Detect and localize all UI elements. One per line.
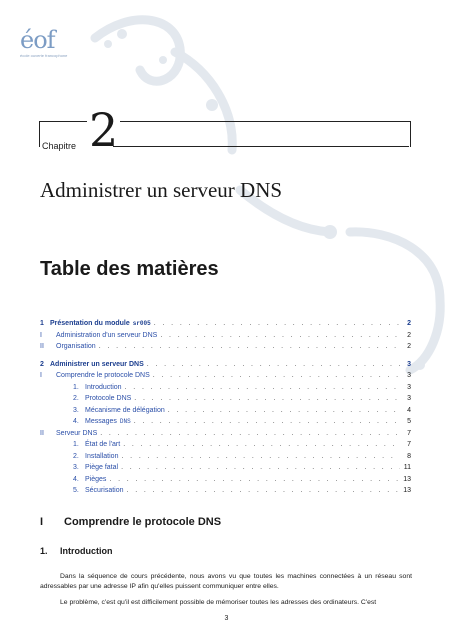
toc-entry-number: II [40,343,44,350]
toc-entry-label: Sécurisation [85,487,124,494]
toc-entry-page: 7 [407,441,411,448]
toc-entry-label: Installation [85,452,119,460]
toc-entry-label: Administration d'un serveur DNS [56,331,158,339]
toc-entry-label: Comprendre le protocole DNS [56,372,150,379]
toc-entry-label: Organisation [56,343,96,350]
toc-entry-number: 2. [73,452,79,460]
logo-subtitle: école ouverte francophone [20,53,68,58]
toc-entry-number: I [40,372,42,379]
subsection-number: 1. [40,546,48,556]
paragraph: Dans la séquence de cours précédente, nous avons vu que toutes les machines connectées à un réseau sont adressables par une adresse IP afin qu'elles puissent communiquer entre elles. [40,573,412,590]
toc-leader-dots [123,441,400,448]
chapter-title: Administrer un serveur DNS [40,178,283,202]
toc-entry[interactable] [40,372,411,384]
subsection-title: Introduction [60,546,113,556]
toc-leader-dots [154,320,400,327]
toc-entry[interactable] [40,464,411,476]
paragraph: Le problème, c'est qu'il est difficilement possible de mémoriser toutes les adresses des ordinateurs. C'est [60,599,377,606]
toc-entry-code: DNS [119,418,131,425]
chapter-word: Chapitre [42,141,77,151]
toc-entry[interactable] [40,441,411,453]
toc-entry-number: 1. [73,383,79,391]
toc-entry-page: 5 [407,418,411,425]
toc-entry-page: 3 [407,395,411,402]
toc-entry-page: 4 [407,406,411,414]
toc-leader-dots [160,332,400,339]
toc-leader-dots [109,476,400,483]
toc-entry[interactable] [40,430,411,442]
toc-leader-dots [147,361,400,368]
toc-leader-dots [134,418,400,425]
toc-leader-dots [134,395,400,402]
section-title: Comprendre le protocole DNS [64,516,222,528]
toc-entry-number: 2. [73,395,79,402]
toc-entry-page: 3 [407,372,411,379]
toc-entry-label: Piège fatal [85,464,119,471]
logo-mark: éof [20,26,55,54]
page-number: 3 [224,615,229,622]
toc-entry[interactable] [40,487,411,499]
toc-entry[interactable] [40,384,411,396]
toc-entry-number: 2 [40,360,44,368]
toc-entry-number: 1 [40,320,44,327]
toc-leader-dots [153,372,400,379]
toc-entry-code: sr005 [132,320,151,327]
toc-entry-label: Serveur DNS [56,429,98,437]
toc-entry-page: 2 [407,343,411,350]
toc-entry-page: 3 [407,383,411,391]
toc-entry-label: Introduction [85,383,122,391]
toc-entry-number: I [40,331,42,339]
toc-entry[interactable] [40,395,411,407]
toc-entry-label: Protocole DNS [85,395,132,402]
toc-leader-dots [125,384,400,391]
toc-entry-number: 3. [73,464,79,471]
toc-entry-label: Pièges [85,475,107,483]
section-heading [40,516,221,528]
toc-entry-label: Présentation du module sr005 [50,320,151,327]
toc-leader-dots [99,343,400,350]
toc-entry-page: 13 [403,475,411,483]
toc-leader-dots [100,430,400,437]
table-of-contents [40,320,411,499]
toc-entry[interactable] [40,453,411,465]
toc-entry-number: II [40,429,44,437]
toc-leader-dots [121,464,400,471]
toc-entry-page: 2 [407,320,411,327]
toc-entry[interactable] [40,332,411,344]
toc-entry-number: 5. [73,487,79,494]
toc-entry-page: 13 [403,487,411,494]
toc-entry-page: 8 [407,452,411,460]
chapter-number: 2 [89,103,119,157]
eof-logo [20,28,67,58]
toc-entry-label: Mécanisme de délégation [85,406,165,414]
toc-entry-number: 4. [73,475,79,483]
toc-entry[interactable] [40,320,411,332]
toc-entry-number: 3. [73,406,79,414]
toc-entry[interactable] [40,476,411,488]
toc-entry[interactable] [40,418,411,430]
toc-entry-page: 3 [407,360,411,368]
toc-entry[interactable] [40,343,411,355]
toc-entry-label: Messages DNS [85,418,131,425]
toc-entry-label: État de l'art [85,441,121,448]
toc-entry[interactable] [40,361,411,373]
toc-entry-number: 4. [73,418,79,425]
toc-entry-label: Administrer un serveur DNS [50,360,144,368]
toc-leader-dots [121,453,400,460]
subsection-heading [40,546,113,556]
toc-entry-page: 11 [403,464,411,471]
toc-entry-page: 2 [407,331,411,339]
toc-entry[interactable] [40,407,411,419]
section-number: I [40,516,44,528]
chapter-rule [113,146,409,147]
toc-leader-dots [127,487,400,494]
toc-entry-number: 1. [73,441,79,448]
toc-entry-page: 7 [407,429,411,437]
toc-title: Table des matières [40,258,219,280]
toc-leader-dots [168,407,400,414]
